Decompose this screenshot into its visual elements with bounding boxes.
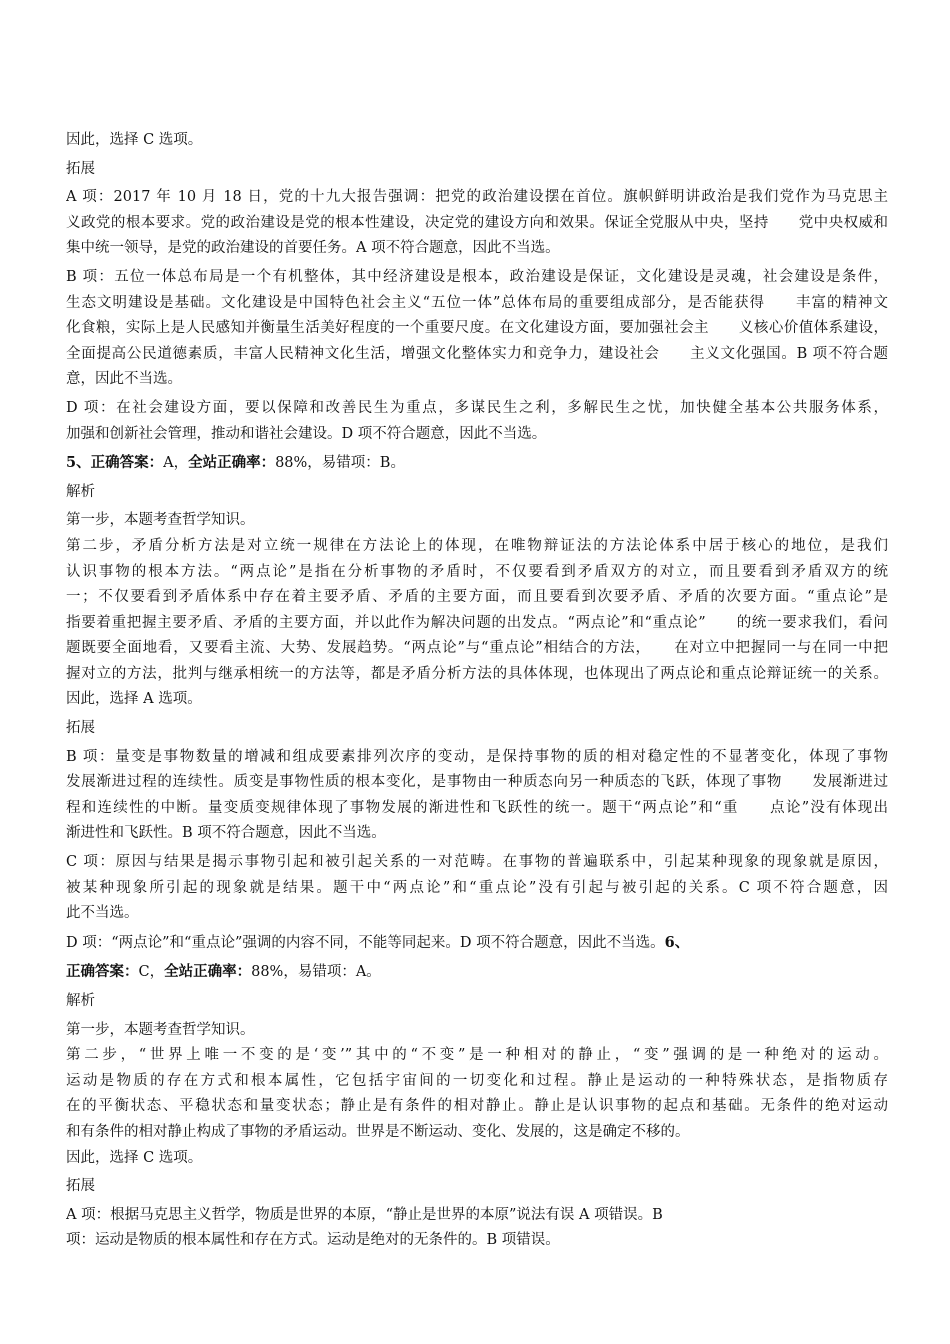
text-line: 程和连续性的中断。量变质变规律体现了事物发展的渐进性和飞跃性的统一。题干“两点论”和“重 点论”没有体现出 [66,799,888,816]
text-line: 因此，选择 A 选项。 [66,691,202,708]
question-5-answer-heading [66,450,888,477]
q6-lead-line [66,930,888,957]
text-line: 在的平衡状态、平稳状态和量变状态；静止是有条件的相对静止。静止是认识事物的起点和基础。无条件的绝对运动 [66,1098,888,1115]
text-line: B 项：量变是事物数量的增减和组成要素排列次序的变动，是保持事物的质的相对稳定性的不显著变化，体现了事物 [66,748,888,765]
q6-answer-value: C， [138,964,165,981]
q5-accuracy-value: 88%，易错项：B。 [275,455,405,472]
q6-accuracy-value: 88%，易错项：A。 [251,964,381,981]
text-line: A 项：2017 年 10 月 18 日，党的十九大报告强调：把党的政治建设摆在首位。旗帜鲜明讲政治是我们党作为马克思主 [66,189,888,206]
text-line: A 项：根据马克思主义哲学，物质是世界的本原，“静止是世界的本原”说法有误 A 项错误。B [66,1206,663,1223]
text-line: 拓展 [66,720,95,737]
text-line: 发展渐进过程的连续性。质变是事物性质的根本变化，是事物由一种质态向另一种质态的飞跃，体现了事物 发展渐进过 [66,774,888,791]
text-line: 指要着重把握主要矛盾、矛盾的主要方面，并以此作为解决问题的出发点。“两点论”和“重点论” 的统一要求我们，看问 [66,614,888,631]
text-line: 握对立的方法，批判与继承相统一的方法等，都是矛盾分析方法的具体体现，也体现出了两点论和重点论辩证统一的关系。 [66,665,888,682]
text-line: 此不当选。 [66,905,139,922]
q5-accuracy-label: 全站正确率： [188,454,276,472]
answer-explanation-q4-tail [66,128,888,447]
text-line: 义政党的根本要求。党的政治建设是党的根本性建设，决定党的建设方向和效果。保证全党服从中央，坚持 党中央权威和 [66,214,888,231]
document-page [66,128,888,1254]
text-line: 第一步，本题考查哲学知识。 [66,1021,255,1038]
text-line: 项：运动是物质的根本属性和存在方式。运动是绝对的无条件的。B 项错误。 [66,1232,560,1249]
text-line: 加强和创新社会管理，推动和谐社会建设。D 项不符合题意，因此不当选。 [66,425,547,442]
text-line: 认识事物的根本方法。“两点论”是指在分析事物的矛盾时，不仅要看到矛盾双方的对立，而且要看到矛盾双方的统 [66,563,888,580]
text-line: 运动是物质的存在方式和根本属性，它包括宇宙间的一切变化和过程。静止是运动的一种特殊状态，是指物质存 [66,1072,888,1089]
text-line: 因此，选择 C 选项。 [66,132,203,148]
text-line: 题既要全面地看，又要看主流、大势、发展趋势。“两点论”与“重点论”相结合的方法， 在对立中把握同一与在同一中把 [66,640,888,657]
answer-explanation-q6 [66,989,888,1254]
q5-answer-label: 5、正确答案： [66,454,164,472]
q6-accuracy-label: 全站正确率： [164,963,252,981]
text-line: 解析 [66,993,95,1009]
text-line: 和有条件的相对静止构成了事物的矛盾运动。世界是不断运动、变化、发展的，这是确定不移的。 [66,1123,690,1140]
text-line: 拓展 [66,160,95,177]
text-line: 第二步，“世界上唯一不变的是‘变’”其中的“不变”是一种相对的静止，“变”强调的是一种绝对的运动。 [66,1047,888,1064]
text-line: 第一步，本题考查哲学知识。 [66,512,255,529]
text-line: 解析 [66,483,95,500]
text-line: 生态文明建设是基础。文化建设是中国特色社会主义“五位一体”总体布局的重要组成部分，是否能获得 丰富的精神文 [66,294,888,311]
text-line: C 项：原因与结果是揭示事物引起和被引起关系的一对范畴。在事物的普遍联系中，引起某种现象的现象就是原因， [66,854,888,871]
text-line: 集中统一领导，是党的政治建设的首要任务。A 项不符合题意，因此不当选。 [66,240,560,257]
q6-answer-label: 正确答案： [66,963,139,981]
text-line: 一；不仅要看到矛盾体系中存在着主要矛盾、矛盾的主要方面，而且要看到次要矛盾、矛盾的次要方面。“重点论”是 [66,589,888,606]
q5-answer-value: A， [163,455,189,472]
q5-option-d-text: D 项：“两点论”和“重点论”强调的内容不同，不能等同起来。D 项不符合题意，因此不当选。 [66,934,665,951]
text-line: B 项：五位一体总布局是一个有机整体，其中经济建设是根本，政治建设是保证，文化建设是灵魂，社会建设是条件， [66,268,888,285]
text-line: 拓展 [66,1178,95,1195]
text-line: 全面提高公民道德素质，丰富人民精神文化生活，增强文化整体实力和竞争力，建设社会 主义文化强国。B 项不符合题 [66,345,888,362]
answer-explanation-q5 [66,480,888,927]
text-line: 意，因此不当选。 [66,371,182,388]
text-line: 被某种现象所引起的现象就是结果。题干中“两点论”和“重点论”没有引起与被引起的关系。C 项不符合题意，因 [66,879,888,896]
q6-number: 6、 [664,933,690,951]
question-6-answer-heading [66,959,888,986]
text-line: D 项：在社会建设方面，要以保障和改善民生为重点，多谋民生之利，多解民生之忧，加快健全基本公共服务体系， [66,399,888,416]
text-line: 化食粮，实际上是人民感知并衡量生活美好程度的一个重要尺度。在文化建设方面，要加强社会主 义核心价值体系建设， [66,320,888,337]
text-line: 第二步，矛盾分析方法是对立统一规律在方法论上的体现，在唯物辩证法的方法论体系中居于核心的地位，是我们 [66,537,888,554]
text-line: 渐进性和飞跃性。B 项不符合题意，因此不当选。 [66,825,386,842]
text-line: 因此，选择 C 选项。 [66,1149,203,1166]
